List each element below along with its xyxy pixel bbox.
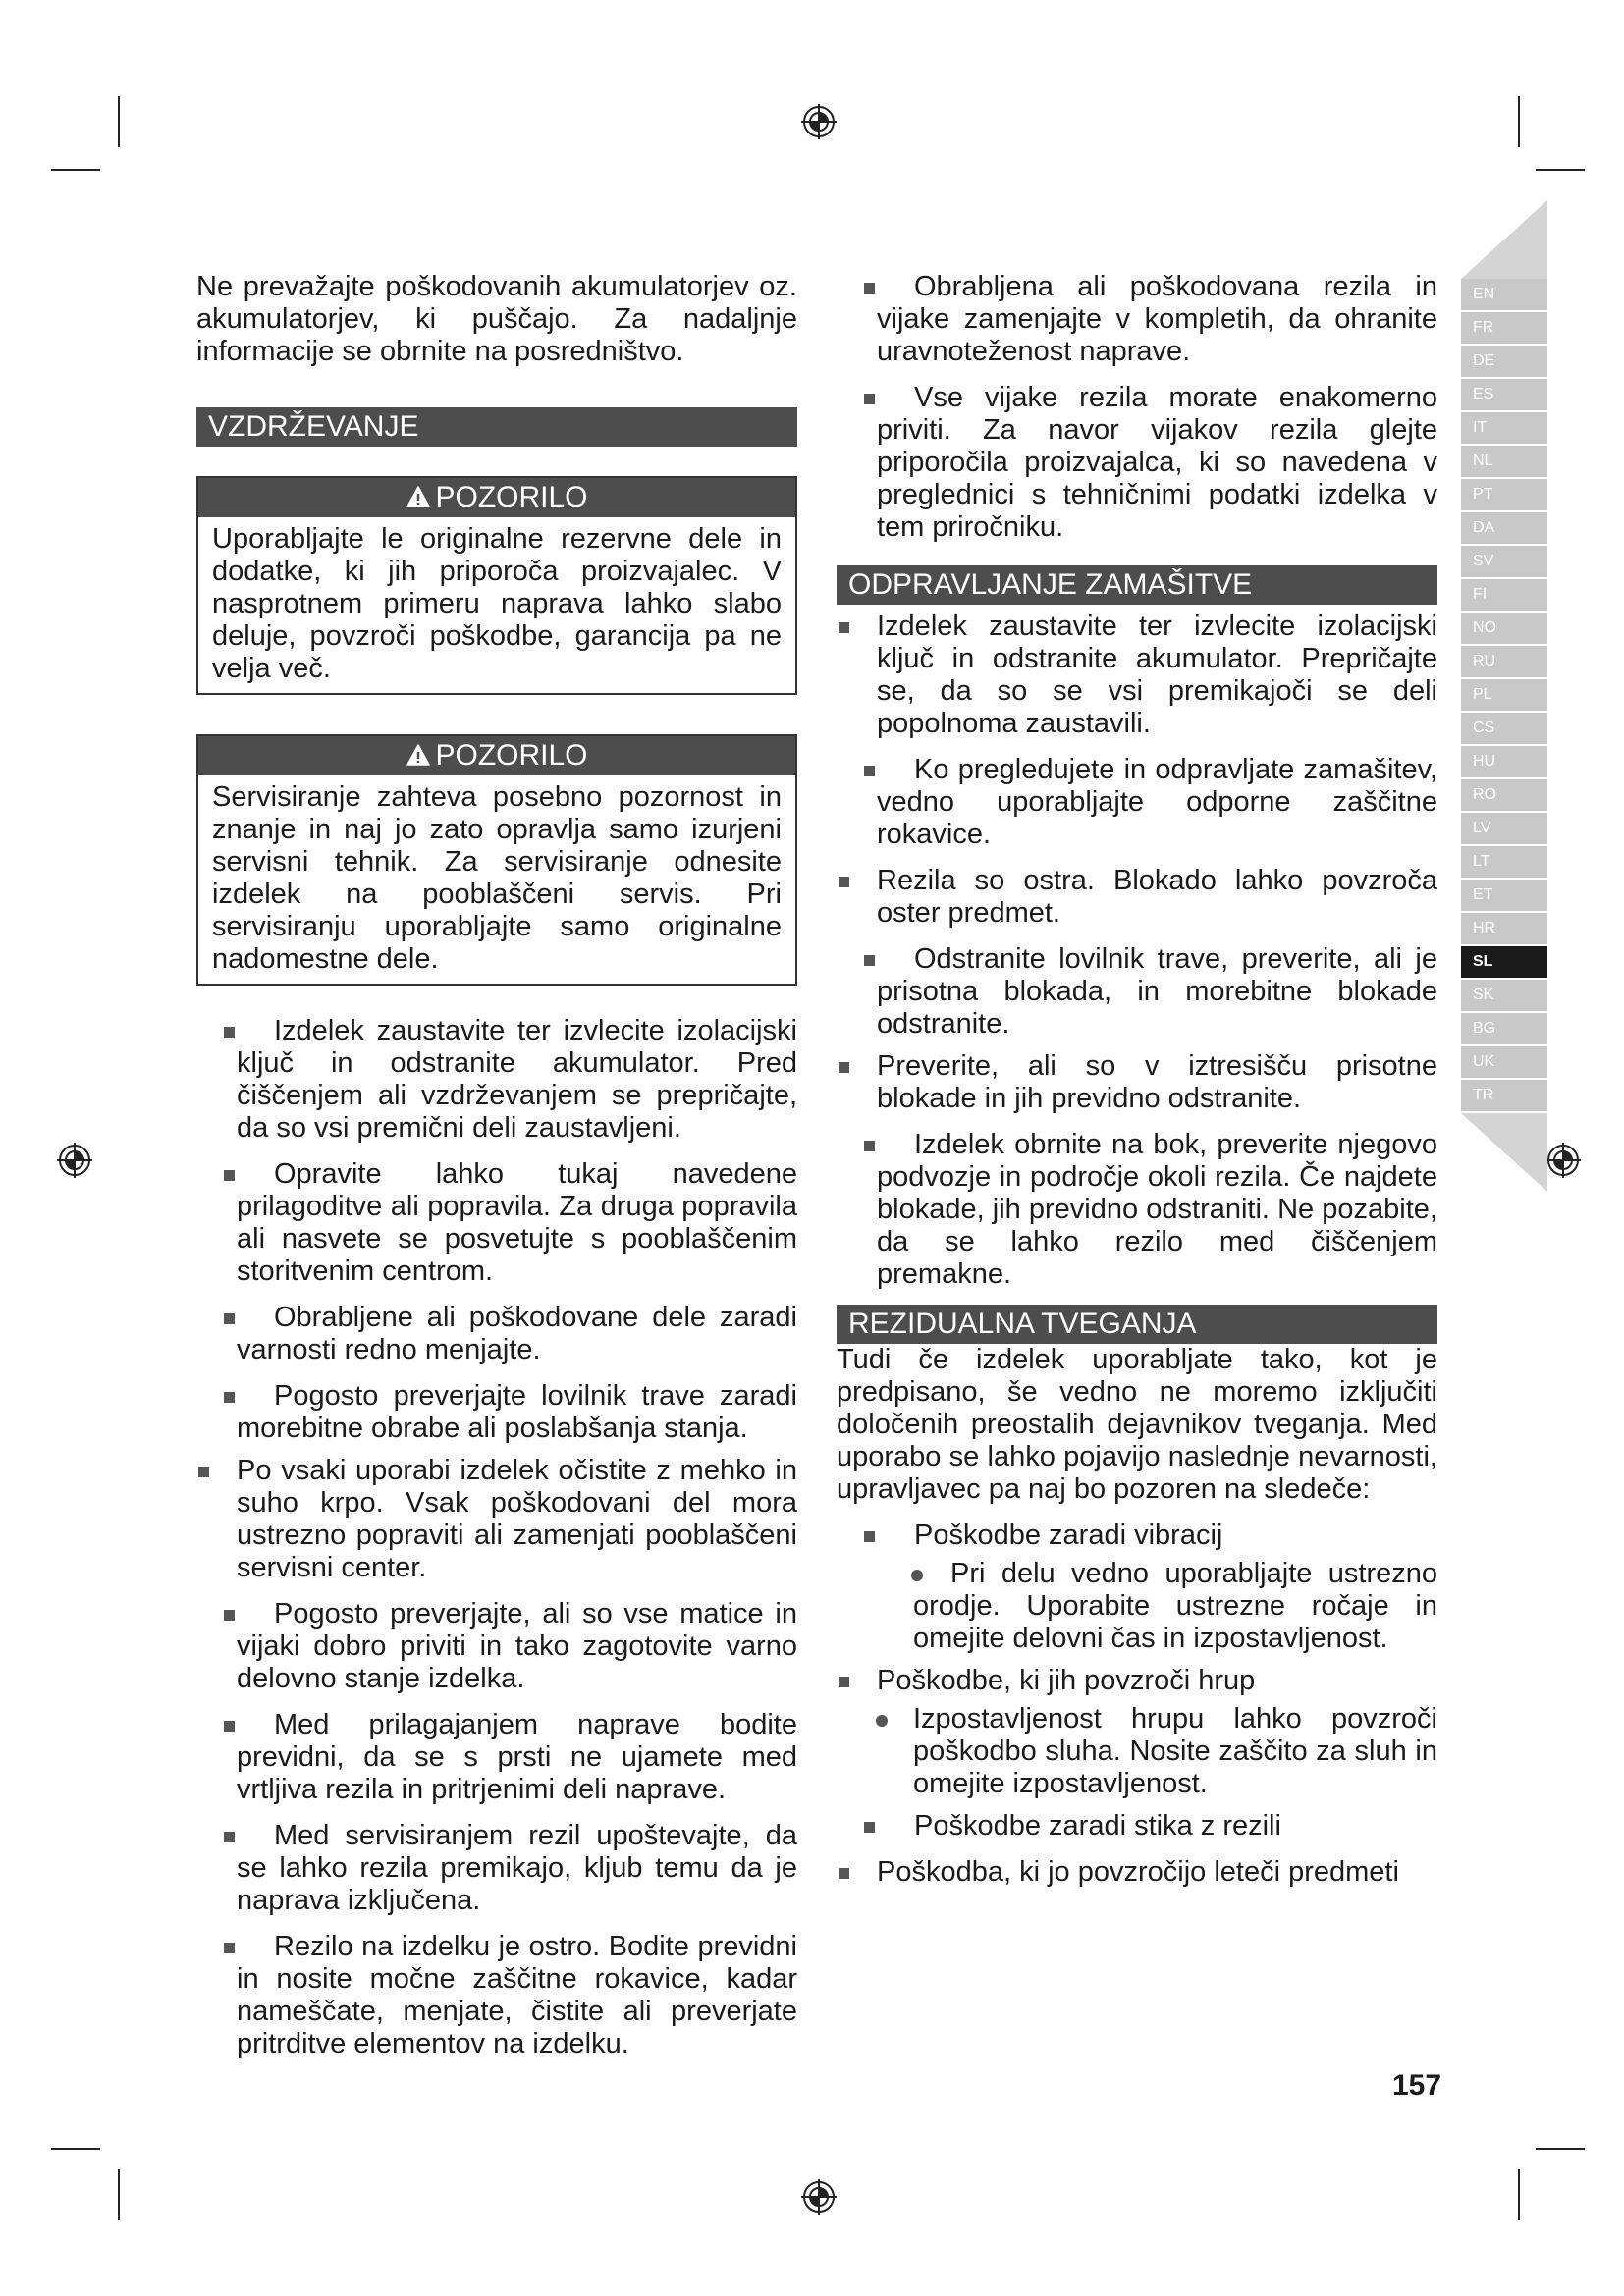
- bullet-square-icon: [864, 1531, 875, 1542]
- language-tab-tr[interactable]: TR: [1461, 1080, 1547, 1111]
- language-tab-lt[interactable]: LT: [1461, 846, 1547, 878]
- list-item: Poškodbe, ki jih povzroči hrup: [837, 1665, 1437, 1697]
- language-tab-es[interactable]: ES: [1461, 379, 1547, 410]
- crop-mark: [1518, 2169, 1520, 2220]
- language-tab-da[interactable]: DA: [1461, 512, 1547, 544]
- crop-mark: [1536, 2148, 1585, 2150]
- bullet-dot-icon: [876, 1715, 888, 1727]
- registration-mark-icon: [799, 2177, 839, 2216]
- list-item: Odstranite lovilnik trave, preverite, ali je prisotna blokada, in morebitne blokade odstranite.: [837, 943, 1437, 1041]
- language-tab-lv[interactable]: LV: [1461, 813, 1547, 844]
- section-title-maintenance: VZDRŽEVANJE: [196, 407, 797, 447]
- battery-note: Ne prevažajte poškodovanih akumulatorjev oz. akumulatorjev, ki puščajo. Za nadaljnje informacije se obrnite na posredništvo.: [196, 271, 797, 367]
- bullet-square-icon: [224, 1610, 235, 1621]
- language-tab-de[interactable]: DE: [1461, 346, 1547, 377]
- list-item: Poškodbe zaradi vibracij: [837, 1520, 1437, 1552]
- warning-box: [196, 734, 797, 986]
- bullet-square-icon: [224, 1392, 235, 1403]
- list-item: Izdelek zaustavite ter izvlecite izolacijski ključ in odstranite akumulator. Pred čiščenjem ali vzdrževanjem se prepričajte, da so vsi premični deli zaustavljeni.: [196, 1015, 797, 1145]
- list-item: Med prilagajanjem naprave bodite previdni, da se s prsti ne ujamete med vrtljiva rezila in pritrjenimi deli naprave.: [196, 1709, 797, 1806]
- list-item: Izdelek obrnite na bok, preverite njegovo podvozje in področje okoli rezila. Če najdete blokade, jih previdno odstraniti. Ne pozabite, da se lahko rezilo med čiščenjem premakne.: [837, 1129, 1437, 1291]
- list-item: Obrabljena ali poškodovana rezila in vijake zamenjajte v kompletih, da ohranite uravnoteženost naprave.: [837, 271, 1437, 368]
- language-tab-ru[interactable]: RU: [1461, 646, 1547, 677]
- language-tabs: [1461, 279, 1547, 1113]
- bullet-square-icon: [224, 1027, 235, 1038]
- tab-decoration: [1461, 1113, 1547, 1192]
- language-tab-sk[interactable]: SK: [1461, 980, 1547, 1011]
- warning-icon: [406, 743, 431, 767]
- language-tab-nl[interactable]: NL: [1461, 446, 1547, 477]
- warning-text: Uporabljajte le originalne rezervne dele in dodatke, ki jih priporoča proizvajalec. V nasprotnem primeru naprava lahko slabo deluje, povzroči poškodbe, garancija pa ne velja več.: [212, 523, 782, 684]
- bullet-square-icon: [864, 766, 875, 776]
- bullet-square-icon: [839, 1868, 849, 1879]
- registration-mark-icon: [799, 102, 839, 141]
- list-item: Poškodba, ki jo povzročijo leteči predmeti: [837, 1856, 1437, 1889]
- language-tab-fr[interactable]: FR: [1461, 312, 1547, 344]
- bullet-square-icon: [198, 1467, 209, 1477]
- list-item: Pogosto preverjajte lovilnik trave zaradi morebitne obrabe ali poslabšanja stanja.: [196, 1380, 797, 1445]
- list-item: Rezilo na izdelku je ostro. Bodite previdni in nosite močne zaščitne rokavice, kadar nameščate, menjate, čistite ali preverjate pritrditve elementov na izdelku.: [196, 1931, 797, 2060]
- language-tab-hr[interactable]: HR: [1461, 913, 1547, 944]
- language-tab-uk[interactable]: UK: [1461, 1046, 1547, 1078]
- page-number: 157: [1392, 2069, 1442, 2102]
- bullet-square-icon: [864, 1141, 875, 1151]
- list-item: Med servisiranjem rezil upoštevajte, da se lahko rezila premikajo, kljub temu da je naprava izključena.: [196, 1820, 797, 1917]
- language-tab-en[interactable]: EN: [1461, 279, 1547, 310]
- crop-mark: [1536, 169, 1585, 171]
- warning-header: [198, 736, 795, 775]
- warning-icon: [406, 485, 431, 508]
- bullet-square-icon: [224, 1313, 235, 1324]
- list-item: Ko pregledujete in odpravljate zamašitev, vedno uporabljajte odporne zaščitne rokavice.: [837, 754, 1437, 851]
- list-subitem: Izpostavljenost hrupu lahko povzroči poškodbo sluha. Nosite zaščito za sluh in omejite izpostavljenost.: [837, 1703, 1437, 1800]
- left-column: [196, 271, 797, 2060]
- tab-decoration: [1461, 200, 1547, 279]
- language-tab-sv[interactable]: SV: [1461, 546, 1547, 577]
- list-item: Preverite, ali so v iztresišču prisotne blokade in jih previdno odstranite.: [837, 1050, 1437, 1115]
- language-tab-et[interactable]: ET: [1461, 880, 1547, 911]
- language-tab-pt[interactable]: PT: [1461, 479, 1547, 510]
- bullet-square-icon: [864, 955, 875, 966]
- list-item: Opravite lahko tukaj navedene prilagoditve ali popravila. Za druga popravila ali nasvete se posvetujte s pooblaščenim storitvenim centrom.: [196, 1158, 797, 1288]
- list-item: Vse vijake rezila morate enakomerno priviti. Za navor vijakov rezila glejte priporočila proizvajalca, ki so navedena v preglednici s tehničnimi podatki izdelka v tem priročniku.: [837, 382, 1437, 544]
- warning-title: POZORILO: [435, 481, 588, 513]
- bullet-square-icon: [864, 283, 875, 294]
- language-tab-bg[interactable]: BG: [1461, 1013, 1547, 1044]
- list-item: Pogosto preverjajte, ali so vse matice in vijaki dobro priviti in tako zagotovite varno delovno stanje izdelka.: [196, 1598, 797, 1695]
- warning-header: [198, 478, 795, 517]
- list-item: Po vsaki uporabi izdelek očistite z mehko in suho krpo. Vsak poškodovani del mora ustrezno popraviti ali zamenjati pooblaščeni servisni center.: [196, 1455, 797, 1584]
- section-title-residual-risks: REZIDUALNA TVEGANJA: [837, 1305, 1437, 1344]
- bullet-square-icon: [224, 1832, 235, 1842]
- bullet-square-icon: [839, 1677, 849, 1687]
- bullet-square-icon: [864, 394, 875, 404]
- list-item: Obrabljene ali poškodovane dele zaradi varnosti redno menjajte.: [196, 1302, 797, 1366]
- list-subitem: Pri delu vedno uporabljajte ustrezno orodje. Uporabite ustrezne ročaje in omejite delovni čas in izpostavljenost.: [913, 1558, 1437, 1654]
- list-item: Poškodbe zaradi stika z rezili: [837, 1810, 1437, 1842]
- warning-title: POZORILO: [435, 739, 588, 772]
- list-item: Rezila so ostra. Blokado lahko povzroča oster predmet.: [837, 865, 1437, 930]
- crop-mark: [118, 2169, 120, 2220]
- language-tab-fi[interactable]: FI: [1461, 579, 1547, 611]
- language-tab-ro[interactable]: RO: [1461, 779, 1547, 811]
- registration-mark-icon: [55, 1141, 94, 1180]
- crop-mark: [1518, 96, 1520, 147]
- bullet-dot-icon: [911, 1570, 923, 1581]
- warning-box: [196, 476, 797, 695]
- residual-intro: Tudi če izdelek uporabljate tako, kot je predpisano, še vedno ne moremo izključiti določenih preostalih dejavnikov tveganja. Med uporabo se lahko pojavijo naslednje nevarnosti, upravljavec pa naj bo pozoren na sledeče:: [837, 1344, 1437, 1505]
- language-tab-no[interactable]: NO: [1461, 613, 1547, 644]
- right-column: [837, 271, 1437, 1889]
- warning-text: Servisiranje zahteva posebno pozornost in znanje in naj jo zato opravlja samo izurjeni servisni tehnik. Za servisiranje odnesite izdelek na pooblaščeni servis. Pri servisiranju uporabljajte samo originalne nadomestne dele.: [212, 781, 782, 975]
- crop-mark: [118, 96, 120, 147]
- registration-mark-icon: [1543, 1141, 1583, 1180]
- bullet-square-icon: [224, 1721, 235, 1732]
- bullet-square-icon: [224, 1170, 235, 1181]
- list-item: Izdelek zaustavite ter izvlecite izolacijski ključ in odstranite akumulator. Prepričajte se, da so se vsi premikajoči se deli popolnoma zaustavili.: [837, 611, 1437, 740]
- section-title-clearing-blockage: ODPRAVLJANJE ZAMAŠITVE: [837, 565, 1437, 605]
- crop-mark: [51, 169, 100, 171]
- language-tab-it[interactable]: IT: [1461, 412, 1547, 444]
- bullet-square-icon: [864, 1822, 875, 1833]
- bullet-square-icon: [839, 1062, 849, 1073]
- bullet-square-icon: [224, 1943, 235, 1953]
- language-tab-sl[interactable]: SL: [1461, 946, 1547, 978]
- language-tab-cs[interactable]: CS: [1461, 713, 1547, 744]
- crop-mark: [51, 2148, 100, 2150]
- language-tab-hu[interactable]: HU: [1461, 746, 1547, 777]
- bullet-square-icon: [839, 622, 849, 633]
- bullet-square-icon: [839, 877, 849, 887]
- language-tab-pl[interactable]: PL: [1461, 679, 1547, 711]
